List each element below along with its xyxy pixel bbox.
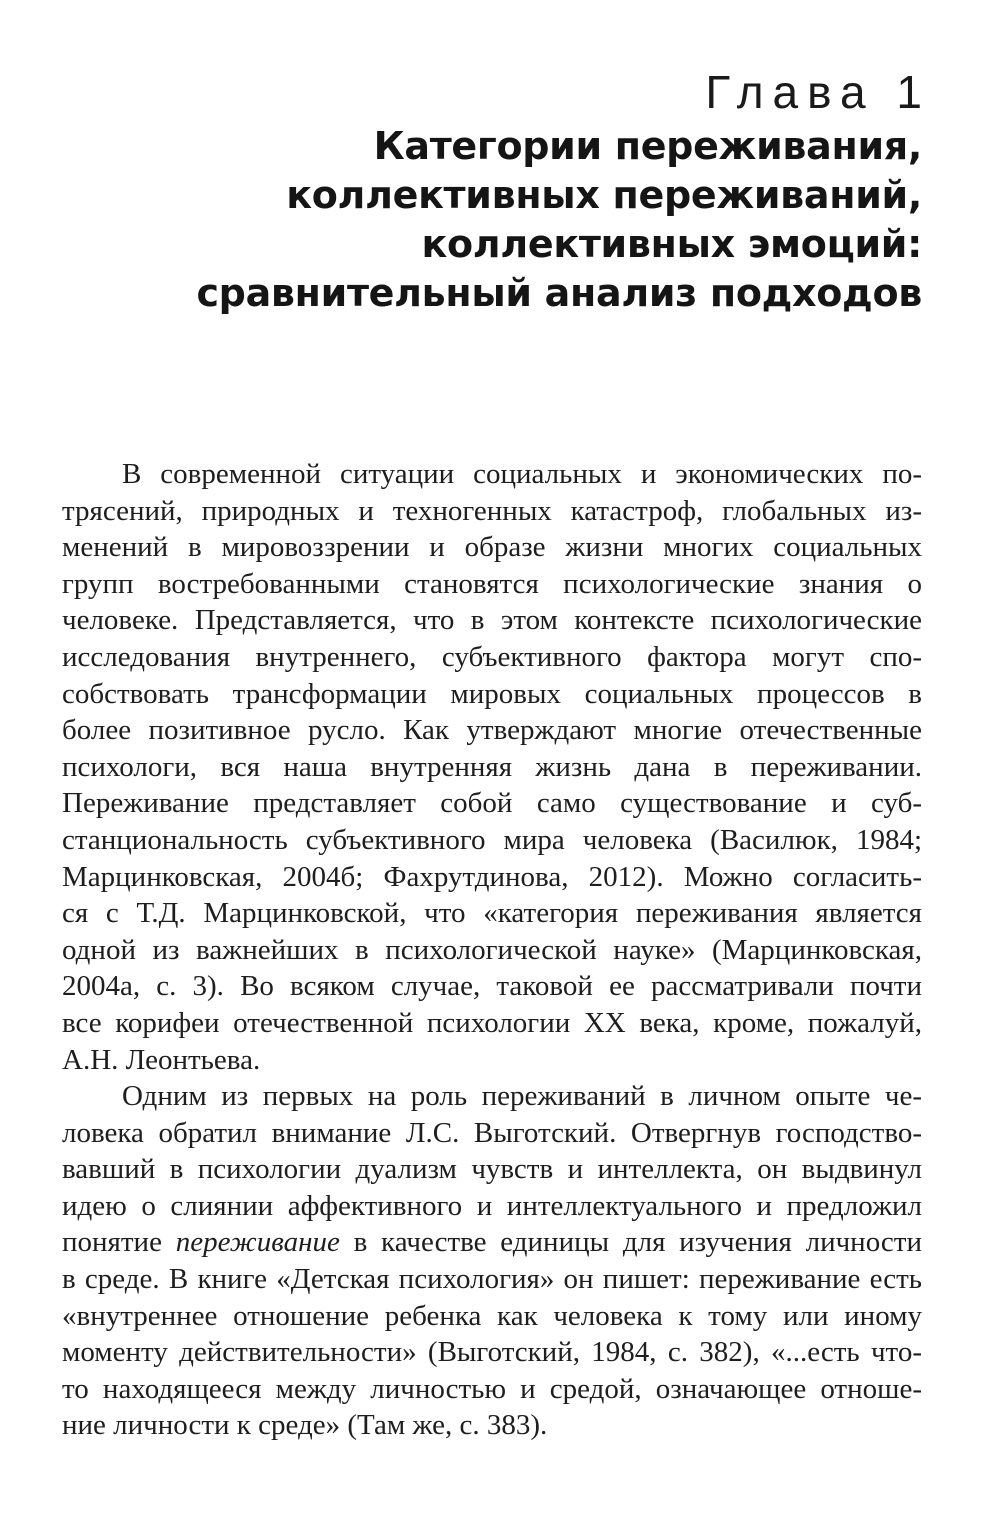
body-text — [62, 456, 922, 1444]
text-line: все корифеи отечественной психологии XX века, кроме, пожалуй, — [62, 1006, 922, 1039]
text-line: В современной ситуации социальных и экономических по- — [122, 458, 922, 490]
chapter-title-line: коллективных эмоций: — [421, 222, 922, 266]
paragraph-2 — [62, 1078, 922, 1444]
text-line: «внутреннее отношение ребенка как человека к тому или иному — [62, 1299, 922, 1332]
text-line: станциональность субъективного мира человека (Василюк, 1984; — [62, 823, 922, 856]
text-line: в среде. В книге «Детская психология» он пишет: переживание есть — [62, 1263, 922, 1296]
chapter-title-line: Категории переживания, — [373, 124, 922, 168]
text-line: А.Н. Леонтьева. — [62, 1043, 261, 1076]
text-line: Переживание представляет собой само существование и суб- — [62, 787, 922, 820]
text-line: групп востребованными становятся психологические знания о — [62, 567, 922, 600]
text-line: менений в мировоззрении и образе жизни многих социальных — [62, 531, 922, 564]
text-line: Одним из первых на роль переживаний в личном опыте че- — [122, 1080, 922, 1113]
chapter-title-line: коллективных переживаний, — [286, 173, 922, 217]
emphasis-after: в качестве единицы для изучения личности — [339, 1226, 922, 1259]
text-line-with-emphasis — [62, 1224, 922, 1261]
text-line: трясений, природных и техногенных катастроф, глобальных из- — [62, 494, 922, 527]
text-line: психологи, вся наша внутренняя жизнь дана в переживании. — [62, 750, 922, 783]
emphasis-before: понятие — [62, 1226, 176, 1259]
text-line: ся с Т.Д. Марцинковской, что «категория переживания является — [62, 897, 922, 930]
text-line: моменту действительности» (Выготский, 1984, с. 382), «...есть что- — [62, 1336, 922, 1369]
text-line: человеке. Представляется, что в этом контексте психологические — [62, 604, 922, 637]
chapter-header — [62, 64, 931, 318]
text-line: Марцинковская, 2004б; Фахрутдинова, 2012). Можно согласить- — [62, 860, 922, 893]
text-line: собствовать трансформации мировых социальных процессов в — [62, 677, 922, 710]
text-line: идею о слиянии аффективного и интеллектуального и предложил — [62, 1189, 922, 1222]
paragraph-1 — [62, 456, 922, 1078]
text-line: одной из важнейших в психологической науке» (Марцинковская, — [62, 933, 922, 966]
text-line: вавший в психологии дуализм чувств и интеллекта, он выдвинул — [62, 1153, 922, 1186]
text-line: более позитивное русло. Как утверждают многие отечественные — [62, 714, 922, 747]
text-line: то находящееся между личностью и средой, означающее отноше- — [62, 1372, 922, 1405]
chapter-title-line: сравнительный анализ подходов — [196, 271, 922, 315]
chapter-title — [62, 122, 922, 318]
text-line: 2004а, с. 3). Во всяком случае, таковой ее рассматривали почти — [62, 970, 922, 1003]
text-line: ние личности к среде» (Там же, с. 383). — [62, 1409, 548, 1442]
emphasis-term: переживание — [175, 1226, 340, 1259]
text-line: исследования внутреннего, субъективного фактора могут спо- — [62, 640, 922, 673]
text-line: ловека обратил внимание Л.С. Выготский. Отвергнув господство- — [62, 1116, 922, 1149]
chapter-label: Глава 1 — [705, 66, 931, 118]
